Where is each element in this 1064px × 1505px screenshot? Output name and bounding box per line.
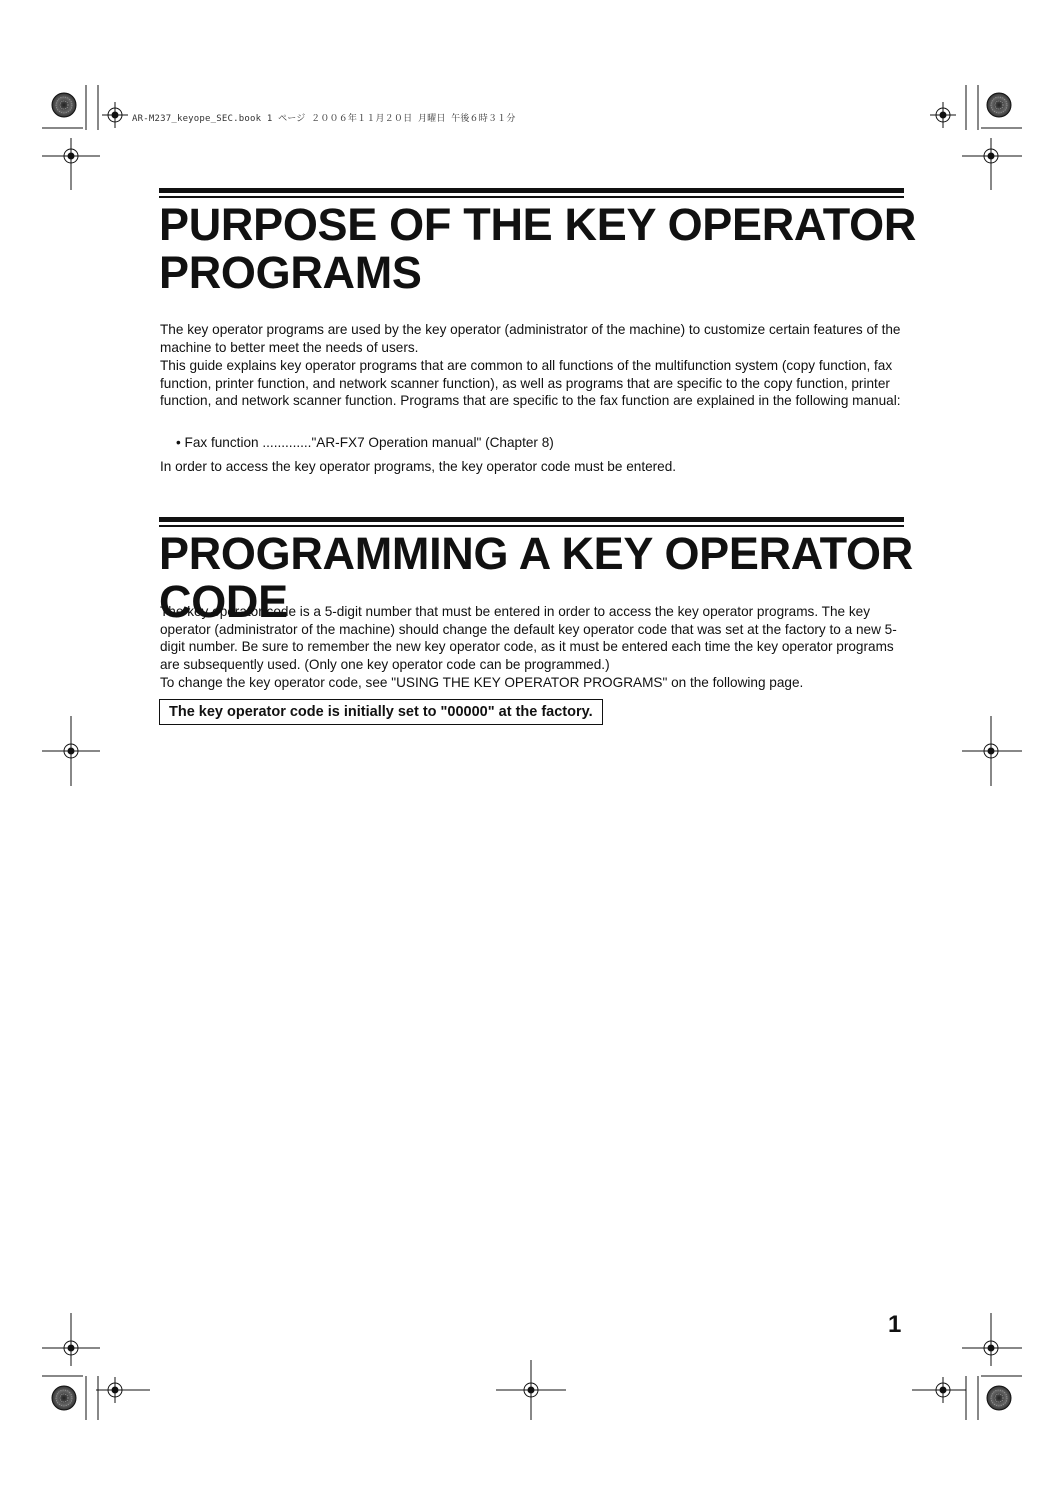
color-wheel-icon: [52, 93, 76, 117]
color-wheel-icon: [987, 93, 1011, 117]
title-rule-thin: [159, 525, 904, 527]
title-rule-thick: [159, 517, 904, 522]
paragraph: In order to access the key operator programs, the key operator code must be entered.: [160, 459, 677, 474]
color-wheel-icon: [987, 1386, 1011, 1410]
registration-mark-icon: [930, 102, 956, 128]
paragraph: This guide explains key operator programs that are common to all functions of the multifunction system (copy function, fax function, printer function, and network scanner function), as well as programs that are specific to the copy function, printer function, and network scanner function. Programs that are specific to the fax function are explained in the following manual:: [160, 358, 901, 409]
paragraph: The key operator programs are used by the key operator (administrator of the machine) to customize certain features of the machine to better meet the needs of users.: [160, 322, 901, 355]
title-line: PURPOSE OF THE KEY OPERATOR: [159, 199, 917, 250]
section-title-programming: PROGRAMMING A KEY OPERATOR CODE: [159, 528, 913, 627]
color-wheel-icon: [52, 1386, 76, 1410]
bullet-item-fax: • Fax function ............."AR-FX7 Operation manual" (Chapter 8): [176, 435, 554, 450]
title-line: PROGRAMS: [159, 247, 422, 298]
title-rule-thick: [159, 188, 904, 193]
title-rule-thin: [159, 196, 904, 198]
paragraph: To change the key operator code, see "USING THE KEY OPERATOR PROGRAMS" on the following page.: [160, 675, 804, 690]
section-title-purpose: [159, 201, 919, 297]
paragraph: The key operator code is a 5-digit number that must be entered in order to access the key operator programs. The key operator (administrator of the machine) should change the default key operator code that was set at the factory to a new 5-digit number. Be sure to remember the new key operator code, as it must be entered each time the key operator programs are subsequently used. (Only one key operator code can be programmed.): [160, 604, 897, 672]
print-info-header: AR-M237_keyope_SEC.book 1 ページ ２００６年１１月２０日 月曜日 午後６時３１分: [132, 114, 516, 124]
registration-mark-icon: [102, 102, 128, 128]
note-box: The key operator code is initially set to "00000" at the factory.: [159, 699, 603, 725]
page-number: 1: [888, 1311, 902, 1338]
